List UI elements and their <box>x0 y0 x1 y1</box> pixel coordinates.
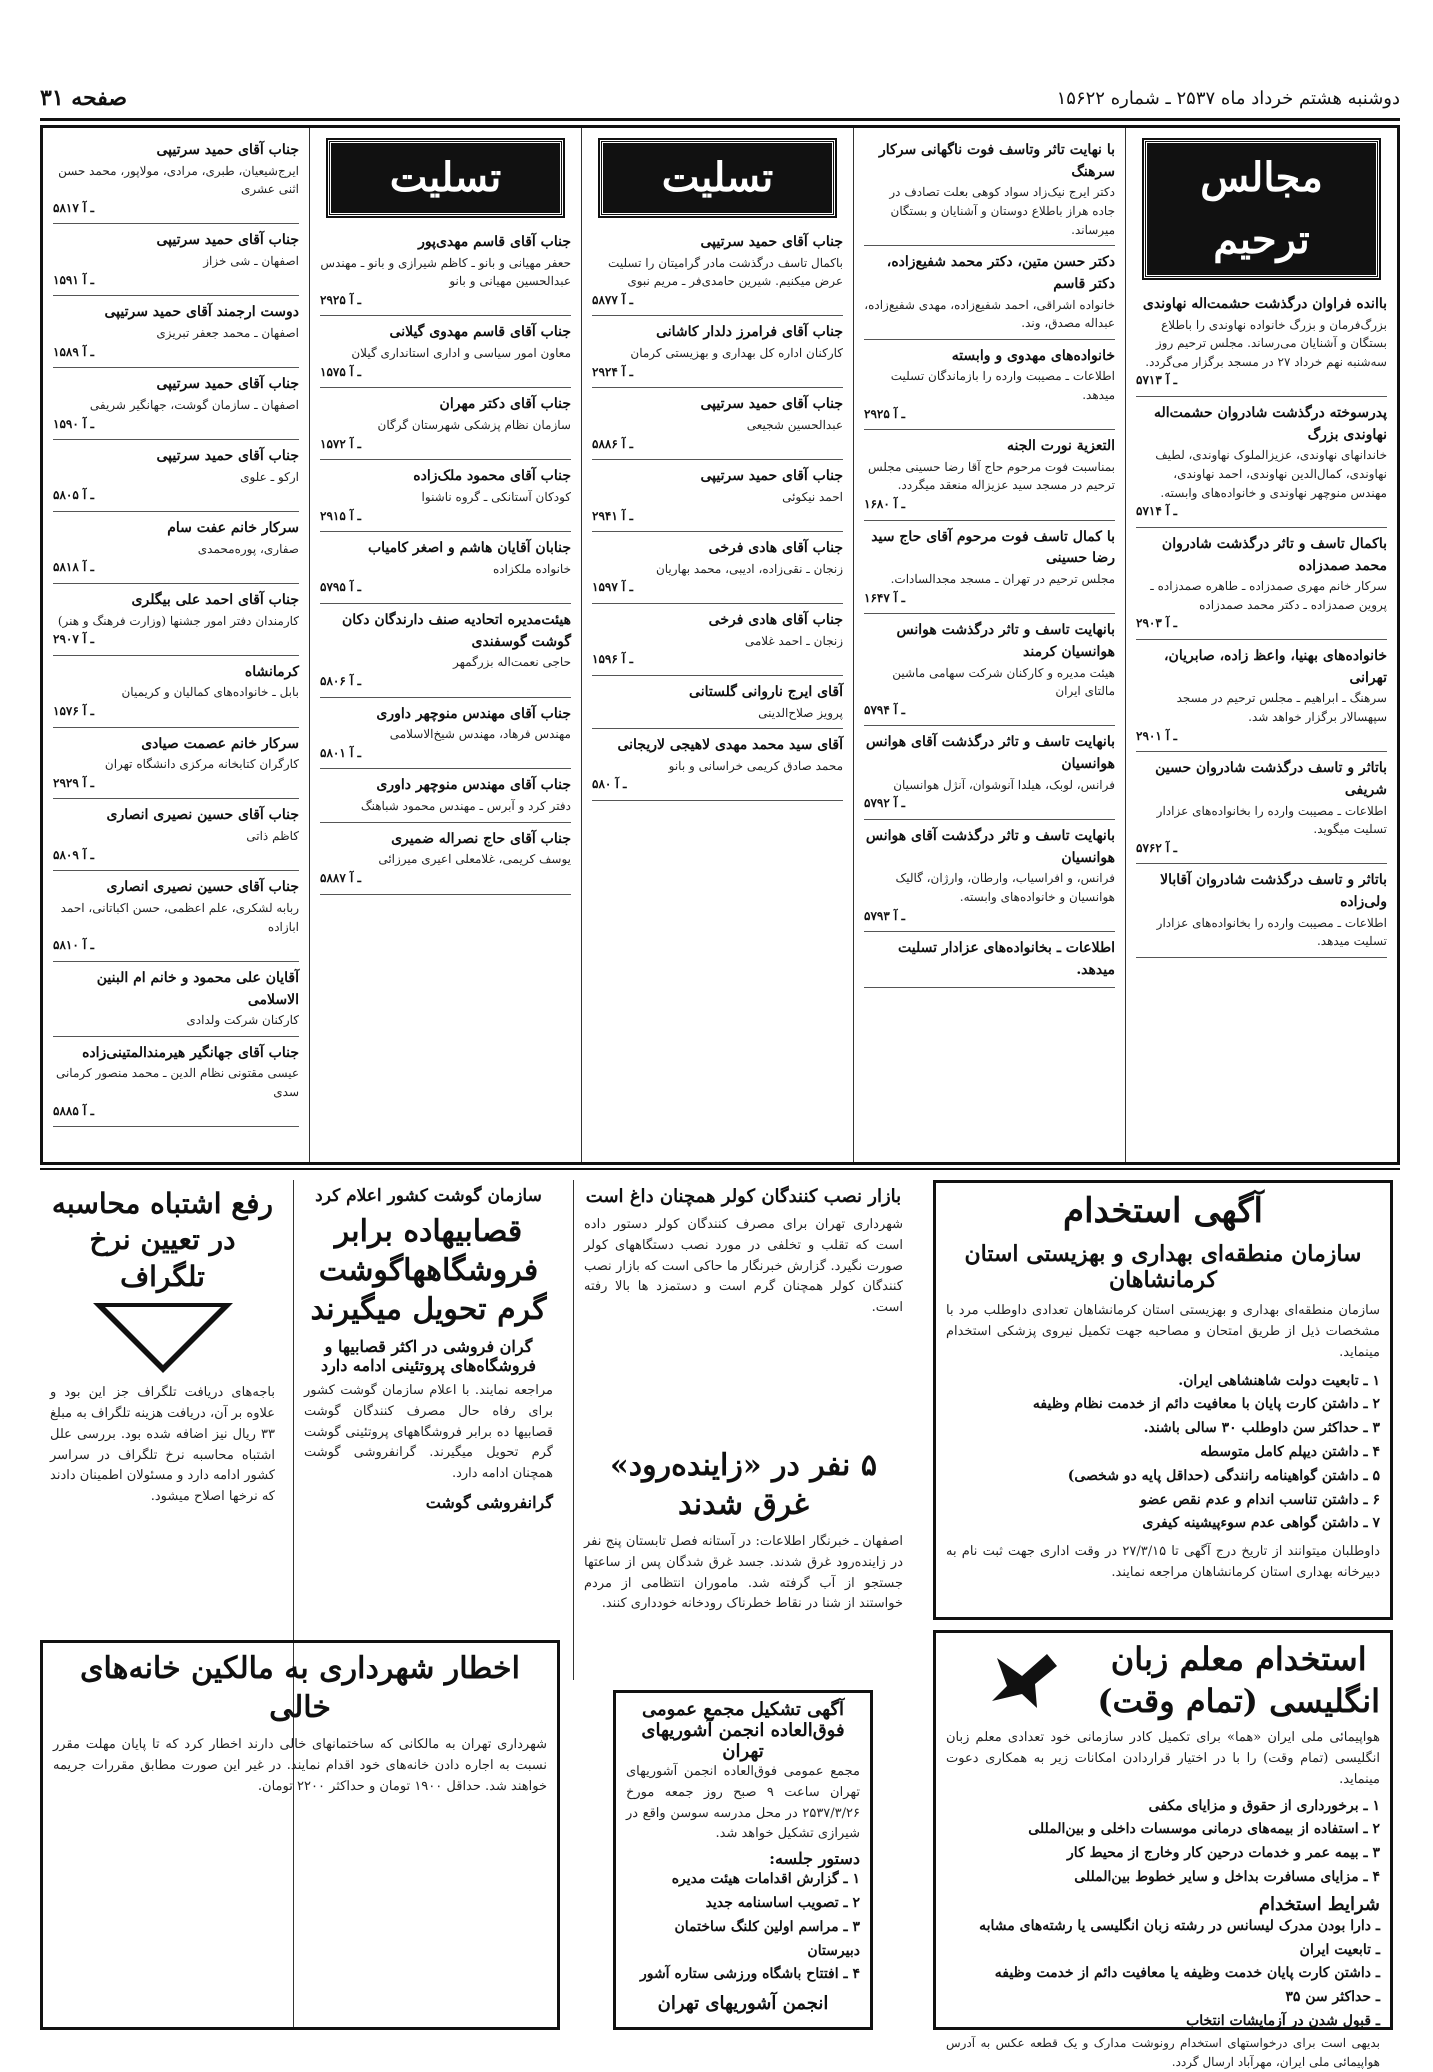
notice-code: ۵۸۰۵ ـ آ <box>53 488 94 503</box>
obit-notice <box>53 656 299 728</box>
arrow-down-icon <box>93 1303 233 1373</box>
notice-code: ۲۹۱۵ ـ آ <box>320 508 361 523</box>
notice-code: ۵۸۱۰ ـ آ <box>53 938 94 953</box>
notice-title: باتاثر و تاسف درگذشت شادروان آقابالا ولی‌زاده <box>1160 872 1387 910</box>
notice-body: مجلس ترحیم در تهران ـ مسجد مجدالسادات. <box>890 572 1115 587</box>
notice-body: اصفهان ـ شی خزاز <box>203 254 299 269</box>
list-item: ـ دارا بودن مدرک لیسانس در رشته زبان انگلیسی یا رشته‌های مشابه <box>979 1917 1380 1934</box>
list-item: ـ حداکثر سن ۳۵ <box>1285 1989 1380 2006</box>
notice-title: بانهایت تاسف و تاثر درگذشت هوانس هوانسیان کرمند <box>896 622 1115 660</box>
notice-code: ۲۹۲۵ ـ آ <box>864 406 905 421</box>
notice-title: جناب آقای حاج نصراله ضمیری <box>391 830 571 847</box>
notice-body: کارکنان شرکت ولدادی <box>186 1013 299 1028</box>
list-item: ۴ ـ افتتاح باشگاه ورزشی ستاره آشور <box>639 1966 860 1983</box>
notice-code: ۱۶۸۰ ـ آ <box>864 497 905 512</box>
obit-notice <box>592 604 843 676</box>
notice-title: جناب آقای حمید سرتیپی <box>156 232 299 249</box>
notice-code: ۵۷۱۴ ـ آ <box>1136 504 1177 519</box>
homa-logo-icon <box>977 1646 1067 1716</box>
list-item: ۲ ـ داشتن کارت پایان با معافیت دائم از خدمت نظام وظیفه <box>1032 1396 1380 1413</box>
obit-notice <box>864 134 1115 246</box>
notice-title: جناب آقای هادی فرخی <box>708 611 843 628</box>
teacher-req-title: شرایط استخدام <box>1258 1893 1380 1915</box>
notice-title: باانده فراوان درگذشت حشمت‌اله نهاوندی <box>1142 296 1387 312</box>
obit-notice <box>1136 288 1387 397</box>
drowning-story <box>573 1440 913 1680</box>
assembly-body: مجمع عمومی فوق‌العاده انجمن آشوریهای تهران ساعت ۹ صبح روز جمعه مورخ ۲۵۳۷/۳/۲۶ در محل مدرسه سوسن واقع در شیرازی تشکیل خواهد شد. <box>626 1764 860 1842</box>
list-item: ـ داشتن کارت پایان خدمت وظیفه یا معافیت دائم از خدمت وظیفه <box>994 1965 1380 1982</box>
assembly-ad <box>613 1690 873 2030</box>
notice-title: دوست ارجمند آقای حمید سرتیپی <box>104 304 299 321</box>
obit-notice <box>864 340 1115 430</box>
obit-notice <box>1136 397 1387 528</box>
notice-code: ۱۵۹۰ ـ آ <box>53 416 94 431</box>
obit-notice <box>53 296 299 368</box>
notice-title: جنابان آقایان هاشم و اصغر کامیاب <box>367 540 571 557</box>
notice-body: اطلاعات ـ مصیبت وارده را بازماندگان تسلیت میدهد. <box>890 369 1115 402</box>
obit-notice <box>320 316 571 388</box>
obit-notice <box>592 316 843 388</box>
banner-tasliyat: تسلیت <box>328 140 563 216</box>
notice-code: ۵۸۱۸ ـ آ <box>53 560 94 575</box>
list-item: ۶ ـ داشتن تناسب اندام و عدم نقص عضو <box>1140 1491 1380 1508</box>
notice-title: خانواده‌های مهدوی و وابسته <box>951 347 1115 364</box>
notice-body: ربابه لشکری، علم اعظمی، حسن اکباتانی، احمد ابازاده <box>60 901 299 934</box>
notice-code: ۵۸۰۶ ـ آ <box>320 673 361 688</box>
obituary-section <box>40 125 1400 1165</box>
obit-column-5 <box>43 128 309 1162</box>
notice-code: ۵۸۸۶ ـ آ <box>592 436 633 451</box>
notice-code: ۱۵۷۶ ـ آ <box>53 704 94 718</box>
notice-title: با نهایت تاثر وتاسف فوت ناگهانی سرکار سرهنگ <box>879 142 1115 180</box>
notice-title: جناب آقای فرامرز دلدار کاشانی <box>656 324 843 341</box>
obit-notice <box>53 440 299 512</box>
telegraph-body: باجه‌های دریافت تلگراف جز این بود و علاوه بر آن، دریافت هزینه تلگراف به مبلغ ۳۳ ریال نیز اضافه شده بود. بررسی علل اشتباه محاسبه نرخ تلگراف در سراسر کشور ادامه دارد و مسئولان اطمینان دادند که نرخها اصلاح میشود. <box>50 1385 275 1505</box>
notice-body: خانواده اشراقی، احمد شفیع‌زاده، مهدی شفیع‌زاده، عبداله مصدق، وند. <box>864 297 1115 331</box>
teacher-title: استخدام معلم زبان <box>1110 1640 1367 1678</box>
obit-notice <box>1136 752 1387 864</box>
notice-title: اطلاعات ـ بخانواده‌های عزادار تسلیت میدهد. <box>897 940 1115 978</box>
notice-body: بمناسبت فوت مرحوم حاج آقا رضا حسینی مجلس ترحیم در مسجد سید عزیزاله منعقد میگردد. <box>867 459 1115 493</box>
notice-body: سازمان نظام پزشکی شهرستان گرگان <box>377 418 571 433</box>
notice-body: محمد صادق کریمی خراسانی و بانو <box>668 758 843 773</box>
notice-code: ۵۸۸۵ ـ آ <box>53 1103 94 1118</box>
obit-notice <box>592 676 843 729</box>
notice-body: پرویز صلاح‌الدینی <box>758 705 843 720</box>
meat-body: مراجعه نمایند. با اعلام سازمان گوشت کشور برای رفاه حال مصرف کنندگان گوشت قصابیها ده برابر فروشگاههای پروتئینی گوشت گرم تحویل میگیرند. گرانفروشی گوشت همچنان ادامه دارد. <box>304 1383 553 1482</box>
list-item: ـ تابعیت ایران <box>1299 1941 1380 1958</box>
notice-body: خانواده ملکزاده <box>492 561 571 576</box>
notice-body: سرهنگ ـ ابراهیم ـ مجلس ترحیم در مسجد سپهسالار برگزار خواهد شد. <box>1176 691 1387 724</box>
obit-notice <box>53 799 299 871</box>
list-item: ۱ ـ تابعیت دولت شاهنشاهی ایران. <box>1178 1372 1380 1389</box>
drowning-title: ۵ نفر در «زاینده‌رود» غرق شدند <box>610 1448 877 1522</box>
coolers-title: بازار نصب کنندگان کولر همچنان داغ است <box>585 1186 902 1207</box>
obit-notice <box>320 698 571 770</box>
notice-title: سرکار خانم عفت سام <box>167 519 299 536</box>
notice-title: جناب آقای حسین نصیری انصاری <box>106 879 299 896</box>
notice-title: آقای سید محمد مهدی لاهیجی لاریجانی <box>617 737 843 754</box>
notice-code: ۵۷۹۲ ـ آ <box>864 796 905 811</box>
notice-title: باکمال تاسف و تاثر درگذشت شادروان محمد صمدزاده <box>1161 535 1387 574</box>
list-item: ۳ ـ حداکثر سن داوطلب ۳۰ سالی باشند. <box>1143 1420 1380 1437</box>
obit-notice <box>592 460 843 532</box>
notice-body: کارگران کتابخانه مرکزی دانشگاه تهران <box>104 757 299 772</box>
notice-title: جناب آقای حسین نصیری انصاری <box>106 807 299 824</box>
notice-title: دکتر حسن متین، دکتر محمد شفیع‌زاده، دکتر قاسم <box>886 254 1115 292</box>
hiring-ad <box>933 1180 1393 1620</box>
notice-title: کرمانشاه <box>244 663 299 680</box>
list-item: ۲ ـ تصویب اساسنامه جدید <box>705 1894 860 1911</box>
notice-body: عبدالحسین شجیعی <box>746 418 843 433</box>
notice-code: ۵۸۰ ـ آ <box>592 777 627 792</box>
list-item: ـ قبول شدن در آزمایشات انتخاب <box>1186 2012 1380 2029</box>
obit-notice <box>53 1037 299 1127</box>
notice-code: ۲۹۲۴ ـ آ <box>592 364 633 379</box>
list-item: ۴ ـ داشتن دیپلم کامل متوسطه <box>1200 1443 1380 1460</box>
notice-body: عیسی مقتونی نظام الدین ـ محمد منصور کرمانی سدی <box>55 1066 299 1100</box>
notice-title: جناب آقای احمد علی بیگلری <box>131 591 299 608</box>
notice-body: باکمال تاسف درگذشت مادر گرامیتان را تسلیت عرض میکنیم. شیرین حامدی‌فر ـ مریم نبوی <box>608 255 843 289</box>
teacher-intro: هواپیمائی ملی ایران «هما» برای تکمیل کادر سازمانی خود تعدادی معلم زبان انگلیسی (تمام وقت) را با در اختیار قراردادن امکانات زیر به همکاری دعوت مینماید. <box>946 1730 1380 1787</box>
notice-code: ۲۹۴۱ ـ آ <box>592 508 633 523</box>
notice-body: اطلاعات ـ مصیبت وارده را بخانواده‌های عزادار تسلیت میگوید. <box>1156 803 1387 837</box>
notice-title: جناب آقای هادی فرخی <box>708 540 843 557</box>
obit-notice <box>592 729 843 801</box>
obit-notice <box>864 521 1115 615</box>
list-item: ۷ ـ داشتن گواهی عدم سوءپیشینه کیفری <box>1142 1515 1380 1532</box>
obit-notice <box>864 246 1115 340</box>
notice-title: جناب آقای مهندس منوچهر داوری <box>376 705 571 722</box>
drowning-body: اصفهان ـ خبرنگار اطلاعات: در آستانه فصل تابستان پنج نفر در زاینده‌رود غرق شدند. جسد غرق شدگان پس از ساعتها جستجو از آب گرفته شد. ماموران انتظامی از مردم خواستند از شنا در نقاط خطرناک رودخانه خودداری کنند. <box>584 1534 903 1612</box>
notice-title: سرکار خانم عصمت صیادی <box>141 735 299 752</box>
notice-code: ۵۷۶۲ ـ آ <box>1136 840 1177 855</box>
telegraph-title: رفع اشتباه محاسبه در تعیین نرخ تلگراف <box>51 1187 274 1293</box>
obit-notice <box>1136 528 1387 640</box>
notice-body: دفتر کرد و آبرس ـ مهندس محمود شباهنگ <box>360 799 571 814</box>
meat-kicker: سازمان گوشت کشور اعلام کرد <box>315 1186 542 1206</box>
notice-body: فرانس، و افراسیاب، وارطان، وارژان، گالیک هوانسیان و خانواده‌های وابسته. <box>895 871 1115 904</box>
notice-title: پدرسوخته درگذشت شادروان حشمت‌اله نهاوندی بزرگ <box>1153 405 1387 443</box>
obit-notice <box>592 226 843 316</box>
list-item: ۲ ـ استفاده از بیمه‌های درمانی موسسات داخلی و بین‌المللی <box>1028 1821 1380 1838</box>
page-number: صفحه ۳۱ <box>40 85 128 111</box>
teacher-footer: بدیهی است برای درخواستهای استخدام رونوشت مدارک و یک قطعه عکس به آدرس هواپیمائی ملی ایران، مهرآباد ارسال گردد. <box>946 2035 1380 2069</box>
obit-notice <box>864 820 1115 932</box>
assembly-title: آگهی تشکیل مجمع عمومی فوق‌العاده انجمن آشوریهای تهران <box>641 1699 845 1762</box>
obit-notice <box>320 604 571 698</box>
notice-code: ۵۸۱۷ ـ آ <box>53 200 94 215</box>
notice-title: جناب آقای حمید سرتیپی <box>700 234 843 250</box>
obit-notice <box>53 584 299 656</box>
notice-code: ۵۸۸۷ ـ آ <box>320 870 361 885</box>
notice-title: جناب آقای حمید سرتیپی <box>700 468 843 485</box>
municipality-title: اخطار شهرداری به مالکین خانه‌های خالی <box>80 1651 520 1725</box>
notice-body: اصفهان ـ سازمان گوشت، جهانگیر شریفی <box>89 397 299 412</box>
notice-body: یوسف کریمی، غلامعلی اعیری میرزائی <box>378 852 571 867</box>
telegraph-story <box>40 1180 285 1620</box>
notice-body: خاندانهای نهاوندی، عزیزالملوک نهاوندی، لطیف نهاوندی، کمال‌الدین نهاوندی، احمد نهاوندی، مهندس منوچهر نهاوندی و خانواده‌های وابسته. <box>1155 448 1387 500</box>
notice-body: کاظم ذاتی <box>246 829 299 844</box>
notice-code: ۵۸۰۱ ـ آ <box>320 745 361 760</box>
notice-body: کارکنان اداره کل بهداری و بهزیستی کرمان <box>630 346 843 361</box>
notice-code: ۱۶۴۷ ـ آ <box>864 590 905 605</box>
notice-code: ۲۹۰۱ ـ آ <box>1136 728 1177 743</box>
obit-notice <box>1136 864 1387 958</box>
notice-body: معاون امور سیاسی و اداری استانداری گیلان <box>351 346 571 361</box>
list-item: ۱ ـ گزارش اقدامات هیئت مدیره <box>671 1871 860 1888</box>
notice-code: ۵۷۹۵ ـ آ <box>320 580 361 595</box>
hiring-org: سازمان منطقه‌ای بهداری و بهزیستی استان کرمانشاهان <box>964 1241 1362 1294</box>
notice-body: بابل ـ خانواده‌های کمالیان و کریمیان <box>121 685 299 700</box>
notice-title: جناب آقای جهانگیر هیرمندالمتینی‌زاده <box>82 1044 299 1061</box>
obit-notice <box>320 388 571 460</box>
notice-body: اصفهان ـ محمد جعفر تبریزی <box>156 326 299 341</box>
obit-column-3 <box>581 128 853 1162</box>
banner-majales: مجالس ترحیم <box>1144 140 1379 278</box>
notice-body: بزرگ‌فرمان و بزرگ خانواده نهاوندی را باطلاع بستگان و آشنایان می‌رساند. مجلس ترحیم روز سه‌شنبه نهم خرداد ۲۷ در مسجد برگزار می‌گردد. <box>1145 317 1387 369</box>
notice-code: ۲۹۰۳ ـ آ <box>1136 616 1177 631</box>
obit-notice <box>320 532 571 604</box>
notice-code: ۵۸۷۷ ـ آ <box>592 292 633 307</box>
list-item: ۱ ـ برخورداری از حقوق و مزایای مکفی <box>1148 1797 1380 1814</box>
assembly-agenda-title: دستور جلسه: <box>769 1849 860 1869</box>
notice-code: ۵۷۹۴ ـ آ <box>864 702 905 717</box>
obit-notice <box>320 769 571 822</box>
obit-notice <box>864 932 1115 988</box>
coolers-body: شهرداری تهران برای مصرف کنندگان کولر دستور داده است که تقلب و تخلفی در مورد نصب دستگاههای کولر صورت نگیرد. گزارش خبرنگار ما حاکی است که بازار نصب کنندگان کولر همچنان گرم است و دستمزد ها بالا رفته است. <box>584 1217 903 1316</box>
obit-notice <box>592 532 843 604</box>
notice-title: آقایان علی محمود و خانم ام البنین الاسلامی <box>96 969 299 1008</box>
obit-notice <box>53 871 299 961</box>
obit-notice <box>53 512 299 584</box>
notice-body: دکتر ایرج نیک‌زاد سواد کوهی بعلت تصادف در جاده هراز باطلاع دوستان و آشنایان و بستگان میرساند. <box>889 185 1115 237</box>
notice-body: مهندس فرهاد، مهندس شیخ‌الاسلامی <box>389 727 571 742</box>
notice-code: ۵۷۱۳ ـ آ <box>1136 373 1177 388</box>
notice-code: ۵۸۰۹ ـ آ <box>53 847 94 862</box>
notice-title: هیئت‌مدیره اتحادیه صنف دارندگان دکان گوشت گوسفندی <box>342 611 571 650</box>
obit-column-4 <box>309 128 581 1162</box>
notice-title: جناب آقای حمید سرتیپی <box>700 396 843 413</box>
obit-notice <box>53 224 299 296</box>
meat-sub: گران فروشی در اکثر قصابیها و فروشگاه‌های پروتئینی ادامه دارد <box>320 1337 537 1375</box>
teacher-subtitle: انگلیسی (تمام وقت) <box>1097 1681 1380 1720</box>
list-item: ۴ ـ مزایای مسافرت بداخل و سایر خطوط بین‌المللی <box>1074 1868 1380 1885</box>
notice-code: ۵۷۹۳ ـ آ <box>864 908 905 923</box>
page-header <box>40 78 1400 121</box>
notice-code: ۱۵۸۹ ـ آ <box>53 344 94 359</box>
notice-title: جناب آقای حمید سرتیپی <box>156 376 299 393</box>
english-teacher-ad <box>933 1630 1393 2069</box>
notice-body: اطلاعات ـ مصیبت وارده را بخانواده‌های عزادار تسلیت میدهد. <box>1156 915 1387 949</box>
notice-title: با کمال تاسف فوت مرحوم آقای حاج سید رضا حسینی <box>871 528 1115 567</box>
notice-code: ۱۵۹۶ ـ آ <box>592 652 633 667</box>
obit-notice <box>864 614 1115 726</box>
obit-notice <box>320 823 571 895</box>
notice-body: کودکان آستانکی ـ گروه ناشنوا <box>421 489 571 504</box>
notice-title: جناب آقای قاسم مهدی‌پور <box>418 234 571 250</box>
hiring-title: آگهی استخدام <box>1063 1191 1263 1231</box>
notice-title: التعزیة نورت الجنه <box>1006 438 1115 455</box>
list-item: ۳ ـ مراسم اولین کلنگ ساختمان دبیرستان <box>674 1918 860 1959</box>
issue-date: دوشنبه هشتم خرداد ماه ۲۵۳۷ ـ شماره ۱۵۶۲۲ <box>1056 87 1400 109</box>
notice-title: بانهایت تاسف و تاثر درگذشت آقای هوانس هوانسیان <box>865 734 1115 773</box>
notice-body: حاجی نعمت‌اله بزرگمهر <box>453 655 571 670</box>
notice-title: آقای ایرج ناروانی گلستانی <box>689 683 843 700</box>
notice-title: جناب آقای قاسم مهدوی گیلانی <box>389 324 571 341</box>
obit-notice <box>53 728 299 800</box>
notice-body: کارمندان دفتر امور جشنها (وزارت فرهنگ و هنر) <box>57 613 299 628</box>
notice-code: ۱۵۹۱ ـ آ <box>53 272 94 287</box>
notice-title: جناب آقای دکتر مهران <box>439 396 571 413</box>
obit-column-2 <box>853 128 1125 1162</box>
municipality-body: شهرداری تهران به مالکانی که ساختمانهای خالی دارند اخطار کرد که تا پایان مهلت مقرر نسبت به اجاره دادن خانه‌های خود اقدام نمایند. در غیر این صورت مطابق مقررات جریمه خواهند شد. حداقل ۱۹۰۰ تومان و حداکثر ۲۲۰۰ تومان. <box>53 1737 547 1794</box>
hiring-intro: سازمان منطقه‌ای بهداری و بهزیستی استان کرمانشاهان تعدادی داوطلب مرد با مشخصات ذیل از طریق امتحان و مصاحبه جهت تکمیل نیروی پزشکی استخدام مینماید. <box>946 1303 1380 1360</box>
meat-title: قصابیهاده برابر فروشگاههاگوشت گرم تحویل میگیرند <box>310 1214 547 1327</box>
obit-notice <box>53 368 299 440</box>
notice-body: صفاری، پوره‌محمدی <box>197 541 299 556</box>
obit-notice <box>864 430 1115 520</box>
meat-sub2: گرانفروشی گوشت <box>425 1492 553 1512</box>
notice-body: زنجان ـ احمد غلامی <box>744 633 843 648</box>
notice-title: جناب آقای مهندس منوچهر داوری <box>376 777 571 794</box>
notice-body: زنجان ـ نقی‌زاده، ادیبی، محمد بهاریان <box>655 561 843 576</box>
notice-title: جناب آقای حمید سرتیپی <box>156 142 299 158</box>
notice-title: جناب آقای محمود ملک‌زاده <box>413 468 571 485</box>
notice-title: جناب آقای حمید سرتیپی <box>156 448 299 465</box>
obit-notice <box>1136 640 1387 752</box>
notice-body: ایرج‌شیعیان، طبری، مرادی، مولاپور، محمد حسن اثنی عشری <box>58 163 299 197</box>
notice-title: خانواده‌های بهنیا، واعظ زاده، صابریان، تهرانی <box>1164 647 1387 686</box>
notice-body: حعفر مهیانی و بانو ـ کاظم شیرازی و بانو ـ مهندس عبدالحسین مهیانی و بانو <box>320 255 571 289</box>
obit-notice <box>864 726 1115 820</box>
municipality-story <box>40 1640 560 2030</box>
list-item: ۵ ـ داشتن گواهینامه رانندگی (حداقل پایه دو شخصی) <box>1067 1467 1380 1484</box>
section-divider <box>40 1168 1400 1170</box>
notice-code: ۱۵۷۲ ـ آ <box>320 436 361 451</box>
notice-body: هیئت مدیره و کارکنان شرکت سهامی ماشین مالتای ایران <box>892 665 1115 699</box>
obit-notice <box>592 388 843 460</box>
notice-body: فرانس، لوبک، هیلدا آنوشوان، آنژل هوانسیان <box>893 777 1115 792</box>
hiring-footer: داوطلبان میتوانند از تاریخ درج آگهی تا ۲۷/۳/۱۵ در وقت اداری جهت ثبت نام به دبیرخانه بهداری استان کرمانشاهان مراجعه نمایند. <box>946 1544 1380 1580</box>
notice-title: بانهایت تاسف و تاثر درگذشت آقای هوانس هوانسیان <box>865 827 1115 866</box>
assembly-signature: انجمن آشوریهای تهران <box>657 1993 829 2015</box>
notice-body: احمد نیکوئی <box>782 489 843 504</box>
obit-column-1 <box>1125 128 1397 1162</box>
banner-tasliyat-2: تسلیت <box>600 140 835 216</box>
notice-code: ۱۵۷۵ ـ آ <box>320 364 361 379</box>
notice-body: ارکو ـ علوی <box>240 469 299 484</box>
notice-title: باتاثر و تاسف درگذشت شادروان حسین شریفی <box>1155 760 1387 798</box>
notice-code: ۲۹۲۹ ـ آ <box>53 775 94 790</box>
obit-notice <box>320 460 571 532</box>
obit-notice <box>53 134 299 224</box>
notice-code: ۱۵۹۷ ـ آ <box>592 580 633 595</box>
obit-notice <box>320 226 571 316</box>
obit-notice <box>53 962 299 1037</box>
notice-code: ۲۹۰۷ ـ آ <box>53 632 94 647</box>
notice-body: سرکار خانم مهری صمدزاده ـ طاهره صمدزاده ـ پروین صمدزاده ـ دکتر محمد صمدزاده <box>1150 579 1387 612</box>
notice-code: ۲۹۲۵ ـ آ <box>320 292 361 307</box>
list-item: ۳ ـ بیمه عمر و خدمات درحین کار وخارج از محیط کار <box>1067 1845 1380 1862</box>
